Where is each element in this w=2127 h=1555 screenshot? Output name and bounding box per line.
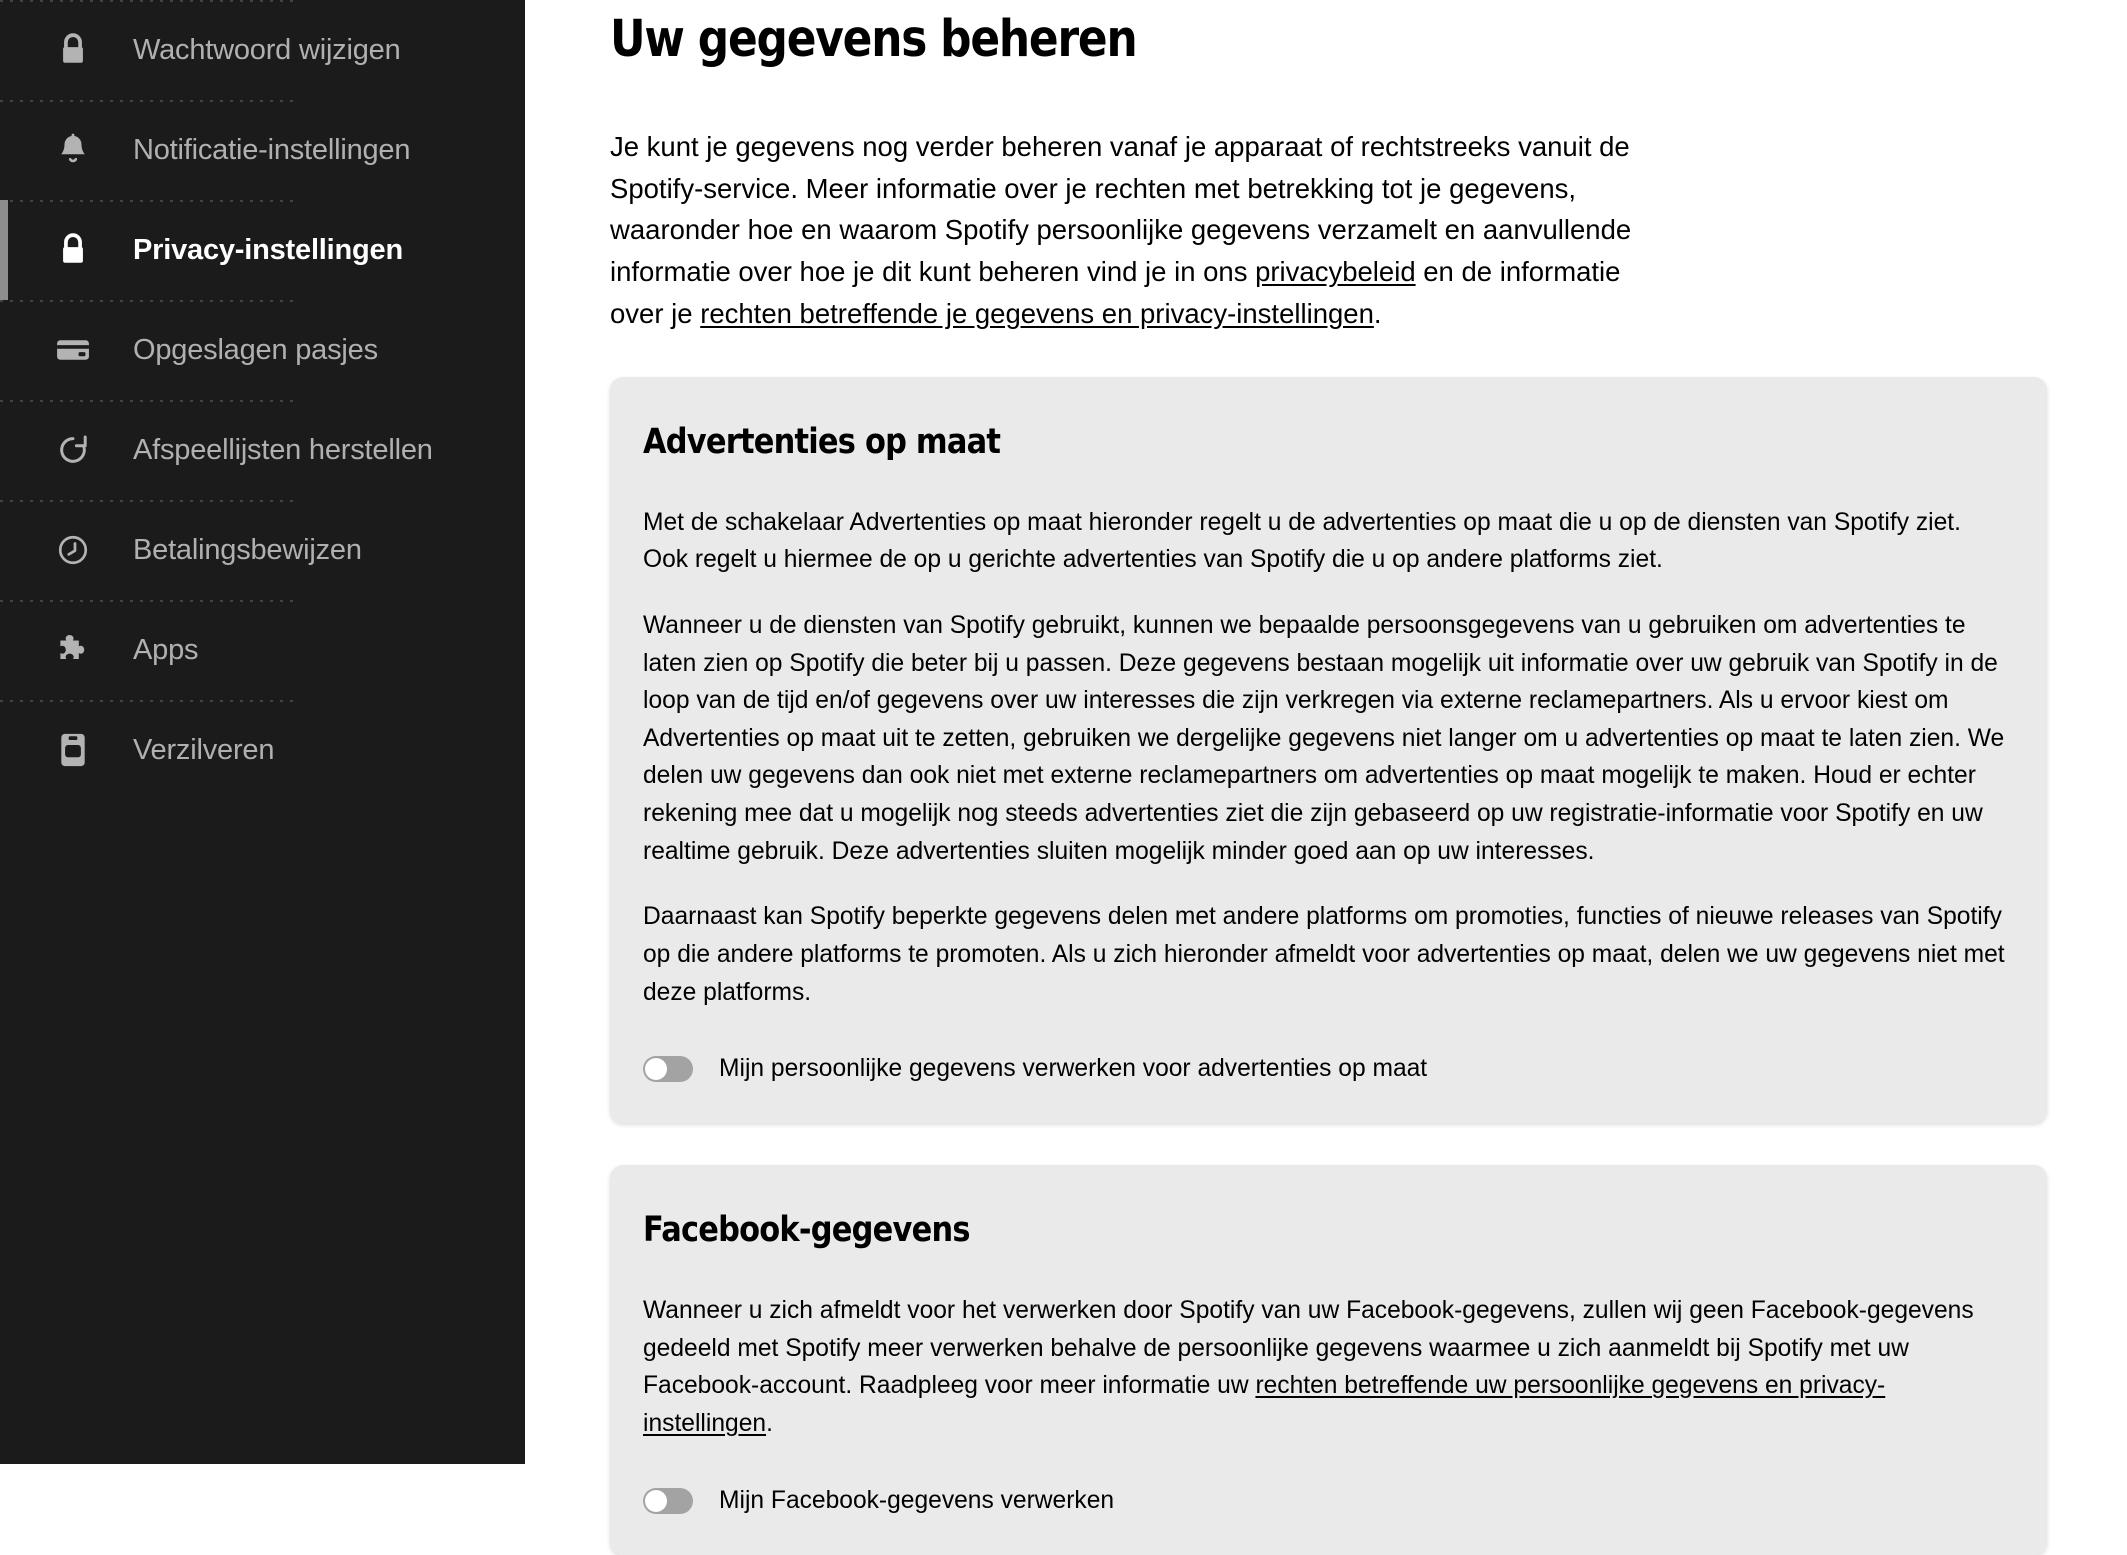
intro-text-part2: en de informatie over je bbox=[610, 256, 1621, 329]
toggle-label-tailored-ads: Mijn persoonlijke gegevens verwerken voor advertenties op maat bbox=[719, 1055, 1428, 1083]
bell-icon bbox=[45, 131, 101, 169]
restore-icon bbox=[45, 433, 101, 467]
facebook-rights-link[interactable]: rechten betreffende uw persoonlijke gegevens en privacy-instellingen bbox=[643, 1372, 1886, 1438]
active-indicator bbox=[0, 200, 8, 300]
active-indicator bbox=[0, 300, 8, 400]
card-paragraph bbox=[643, 1292, 2007, 1443]
sidebar-item-label: Apps bbox=[133, 633, 199, 666]
sidebar-item-verzilveren[interactable] bbox=[0, 700, 525, 800]
data-rights-link[interactable]: rechten betreffende je gegevens en privacy-instellingen bbox=[700, 297, 1374, 329]
sidebar-item-privacy-instellingen[interactable] bbox=[0, 200, 525, 300]
card-title-tailored-ads: Advertenties op maat bbox=[643, 421, 1001, 462]
toggle-row-tailored-ads bbox=[643, 1055, 2007, 1083]
lock-icon bbox=[45, 231, 101, 269]
clock-history-icon bbox=[45, 533, 101, 567]
privacy-policy-link[interactable]: privacybeleid bbox=[1255, 256, 1416, 288]
facebook-text-part2: . bbox=[766, 1410, 773, 1438]
intro-paragraph bbox=[610, 126, 1672, 335]
lock-icon bbox=[45, 31, 101, 69]
sidebar-item-label: Notificatie-instellingen bbox=[133, 133, 411, 166]
active-indicator bbox=[0, 100, 8, 200]
toggle-knob bbox=[645, 1490, 667, 1512]
toggle-tailored-ads[interactable] bbox=[643, 1056, 693, 1082]
card-paragraph: Wanneer u de diensten van Spotify gebruikt, kunnen we bepaalde persoonsgegevens van u gebruiken om advertenties te laten zien op Spotify die beter bij u passen. Deze gegevens bestaan mogelijk uit informatie over uw gebruik van Spotify in de loop van de tijd en/of gegevens over uw interesses die zijn verkregen via externe reclamepartners. Als u ervoor kiest om Advertenties op maat uit te zetten, gebruiken we dergelijke gegevens niet langer om u advertenties op maat te laten zien. We delen uw gegevens dan ook niet met externe reclamepartners om advertenties op maat mogelijk te maken. Houd er echter rekening mee dat u mogelijk nog steeds advertenties ziet die zijn gebaseerd op uw registratie-informatie voor Spotify en uw realtime gebruik. Deze advertenties sluiten mogelijk minder goed aan op uw interesses. bbox=[643, 611, 2005, 865]
card-paragraph: Met de schakelaar Advertenties op maat hieronder regelt u de advertenties op maat die u op de diensten van Spotify ziet. Ook regelt u hiermee de op u gerichte advertenties van Spotify die u op andere platforms ziet. bbox=[643, 508, 1961, 574]
sidebar-item-afspeellijsten-herstellen[interactable] bbox=[0, 400, 525, 500]
facebook-text-part1: Wanneer u zich afmeldt voor het verwerken door Spotify van uw Facebook-gegevens, zullen wij geen Facebook-gegevens gedeeld met Spotify meer verwerken behalve de persoonlijke gegevens waarmee u zich aanmeldt bij Spotify met uw Facebook-account. Raadpleeg voor meer informatie uw bbox=[643, 1297, 1974, 1400]
intro-text-part3: . bbox=[1373, 297, 1382, 329]
credit-card-icon bbox=[45, 335, 101, 365]
card-facebook-data bbox=[610, 1165, 2047, 1555]
gift-card-icon bbox=[45, 731, 101, 769]
sidebar-item-notificatie-instellingen[interactable] bbox=[0, 100, 525, 200]
main-content bbox=[525, 0, 2127, 1514]
sidebar-item-label: Verzilveren bbox=[133, 733, 275, 766]
sidebar-nav-list bbox=[0, 0, 525, 800]
active-indicator bbox=[0, 0, 8, 100]
sidebar-item-label: Afspeellijsten herstellen bbox=[133, 433, 433, 466]
sidebar-item-wachtwoord-wijzigen[interactable] bbox=[0, 0, 525, 100]
active-indicator bbox=[0, 600, 8, 700]
sidebar-item-apps[interactable] bbox=[0, 600, 525, 700]
sidebar bbox=[0, 0, 525, 1464]
card-title-facebook-data: Facebook-gegevens bbox=[643, 1210, 970, 1251]
card-tailored-ads bbox=[610, 377, 2047, 1124]
toggle-knob bbox=[645, 1058, 667, 1080]
card-paragraph: Daarnaast kan Spotify beperkte gegevens delen met andere platforms om promoties, functies of nieuwe releases van Spotify op die andere platforms te promoten. Als u zich hieronder afmeldt voor advertenties op maat, delen we uw gegevens niet met deze platforms. bbox=[643, 903, 2005, 1006]
sidebar-item-betalingsbewijzen[interactable] bbox=[0, 500, 525, 600]
toggle-label-facebook-data: Mijn Facebook-gegevens verwerken bbox=[719, 1486, 1115, 1514]
active-indicator bbox=[0, 500, 8, 600]
sidebar-item-label: Privacy-instellingen bbox=[133, 233, 403, 266]
toggle-facebook-data[interactable] bbox=[643, 1488, 693, 1514]
intro-text-part1: Je kunt je gegevens nog verder beheren vanaf je apparaat of rechtstreeks vanuit de Spotify-service. Meer informatie over je rechten met betrekking tot je gegevens, waaronder hoe en waarom Spotify persoonlijke gegevens verzamelt en aanvullende informatie over hoe je dit kunt beheren vind je in ons bbox=[610, 130, 1632, 288]
sidebar-item-label: Opgeslagen pasjes bbox=[133, 333, 378, 366]
sidebar-item-label: Wachtwoord wijzigen bbox=[133, 33, 401, 66]
sidebar-item-opgeslagen-pasjes[interactable] bbox=[0, 300, 525, 400]
page-title: Uw gegevens beheren bbox=[610, 10, 1137, 69]
puzzle-piece-icon bbox=[45, 632, 101, 668]
active-indicator bbox=[0, 400, 8, 500]
sidebar-item-label: Betalingsbewijzen bbox=[133, 533, 362, 566]
active-indicator bbox=[0, 700, 8, 800]
toggle-row-facebook-data bbox=[643, 1487, 2007, 1515]
